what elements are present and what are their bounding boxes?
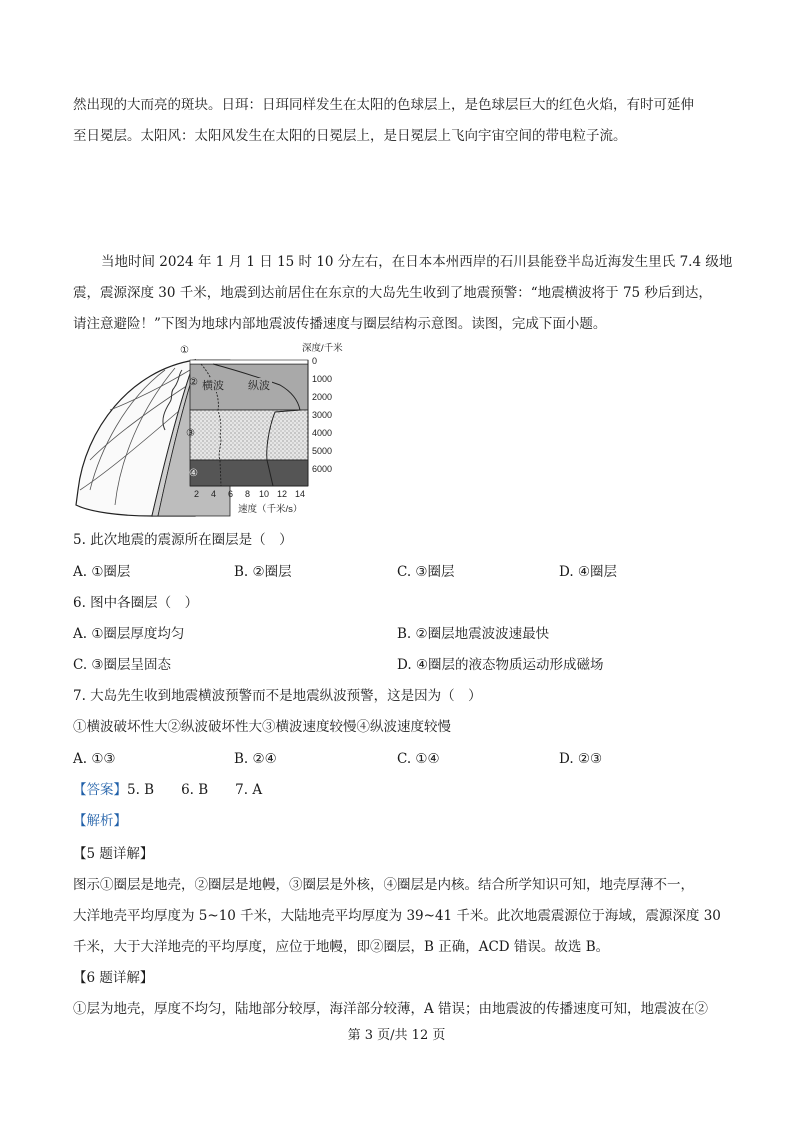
q6-option-a: A. ①圈层厚度均匀 — [73, 626, 185, 642]
y-tick-1: 1000 — [312, 374, 333, 384]
d6-tag: 【6 题详解】 — [73, 970, 154, 986]
layer-panel — [190, 360, 308, 486]
q7-option-a: A. ①③ — [73, 751, 116, 767]
y-tick-6: 6000 — [312, 464, 333, 474]
q6-option-b: B. ②圈层地震波波速最快 — [397, 626, 550, 642]
d5-line-2: 大洋地壳平均厚度为 5~10 千米，大陆地壳平均厚度为 39~41 千米。此次地震震源位于海域，震源深度 30 — [73, 908, 721, 924]
passage-line-3: 请注意避险！”下图为地球内部地震波传播速度与圈层结构示意图。读图，完成下面小题。 — [73, 316, 607, 332]
answer-tag: 【答案】 — [73, 782, 127, 798]
page-footer: 第 3 页/共 12 页 — [347, 1028, 446, 1043]
intro-line-2: 至日冕层。太阳风：太阳风发生在太阳的日冕层上，是日冕层上飞向宇宙空间的带电粒子流。 — [73, 128, 627, 144]
x-tick-5: 12 — [277, 489, 288, 499]
y-tick-4: 4000 — [312, 428, 333, 438]
layer-label-1: ① — [180, 345, 189, 356]
x-tick-2: 6 — [228, 489, 234, 499]
answer-line — [73, 782, 262, 798]
x-tick-3: 8 — [245, 489, 251, 499]
x-tick-6: 14 — [295, 489, 306, 499]
y-tick-2: 2000 — [312, 392, 333, 402]
q5-option-c: C. ③圈层 — [397, 564, 455, 580]
y-axis-title: 深度/千米 — [302, 343, 343, 354]
x-axis-title: 速度（千米/s） — [238, 504, 303, 515]
q5-option-b: B. ②圈层 — [234, 564, 292, 580]
q6-stem: 6. 图中各圈层（ ） — [73, 595, 199, 611]
q6-option-c: C. ③圈层呈固态 — [73, 657, 172, 673]
layer-label-4: ④ — [189, 468, 198, 479]
x-tick-1: 4 — [211, 489, 217, 499]
layer-label-3: ③ — [186, 428, 195, 439]
y-tick-3: 3000 — [312, 410, 333, 420]
x-tick-4: 10 — [259, 489, 270, 499]
passage-line-1: 当地时间 2024 年 1 月 1 日 15 时 10 分左右，在日本本州西岸的石川县能登半岛近海发生里氏 7.4 级地 — [101, 254, 733, 270]
d5-line-3: 千米，大于大洋地壳的平均厚度，应位于地幔，即②圈层，B 正确，ACD 错误。故选 B。 — [73, 939, 610, 955]
passage-line-2: 震，震源深度 30 千米，地震到达前居住在东京的大岛先生收到了地震预警：“地震横波将于 75 秒后到达， — [73, 285, 712, 301]
analysis-tag: 【解析】 — [73, 813, 127, 829]
q5-option-a: A. ①圈层 — [73, 564, 131, 580]
d5-line-1: 图示①圈层是地壳，②圈层是地幔，③圈层是外核，④圈层是内核。结合所学知识可知，地壳厚薄不一， — [73, 877, 694, 893]
q5-stem: 5. 此次地震的震源所在圈层是（ ） — [73, 532, 293, 548]
q6-option-d: D. ④圈层的液态物质运动形成磁场 — [397, 657, 604, 673]
layer-label-2: ② — [189, 377, 198, 388]
q7-stem: 7. 大岛先生收到地震横波预警而不是地震纵波预警，这是因为（ ） — [73, 688, 482, 704]
s-wave-label: 横波 — [202, 380, 224, 392]
p-wave-label: 纵波 — [248, 380, 270, 392]
q7-option-d: D. ②③ — [559, 751, 603, 767]
y-tick-0: 0 — [312, 356, 318, 366]
d6-line-1: ①层为地壳，厚度不均匀，陆地部分较厚，海洋部分较薄，A 错误；由地震波的传播速度可知，地震波在② — [73, 1001, 709, 1017]
intro-line-1: 然出现的大而亮的斑块。日珥：日珥同样发生在太阳的色球层上，是色球层巨大的红色火焰，有时可延伸 — [73, 97, 694, 113]
earth-structure-figure — [70, 340, 350, 522]
q5-option-d: D. ④圈层 — [559, 564, 618, 580]
q7-items: ①横波破坏性大②纵波破坏性大③横波速度较慢④纵波速度较慢 — [73, 719, 451, 735]
x-tick-0: 2 — [194, 489, 200, 499]
y-tick-5: 5000 — [312, 446, 333, 456]
q7-option-b: B. ②④ — [234, 751, 277, 767]
answer-text: 5. B 6. B 7. A — [127, 782, 263, 798]
q7-option-c: C. ①④ — [397, 751, 440, 767]
d5-tag: 【5 题详解】 — [73, 846, 154, 862]
